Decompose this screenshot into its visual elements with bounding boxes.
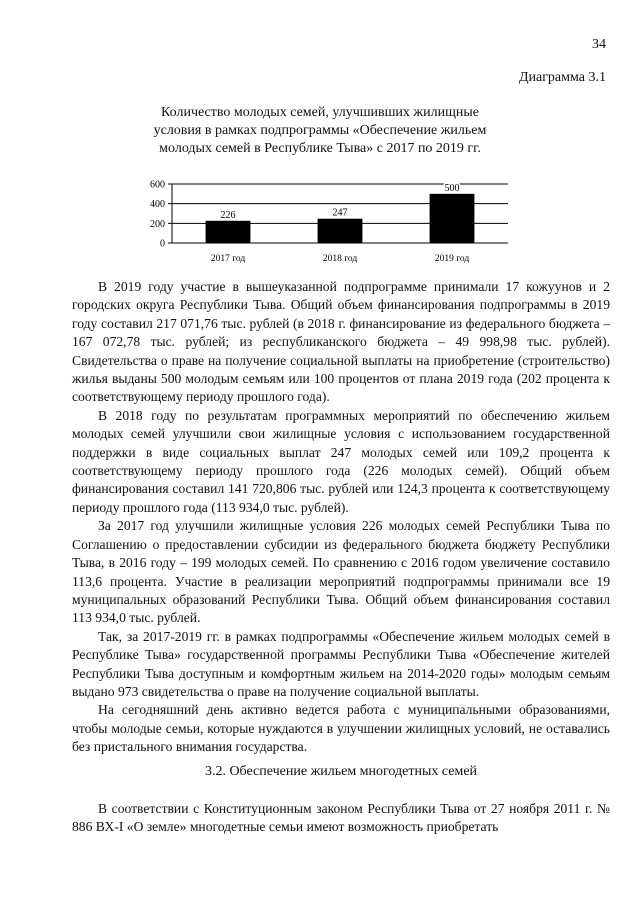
body-text-bottom <box>72 800 610 837</box>
diagram-label: Диаграмма 3.1 <box>518 70 606 85</box>
y-tick-label: 200 <box>150 218 165 230</box>
x-tick-label: 2019 год <box>434 254 470 264</box>
paragraph: На сегодняшний день активно ведется работа с муниципальными образованиями, чтобы молодые семьи, которые нуждаются в улучшении жилищных условий, не оставались без пристального внимания государства. <box>72 702 610 755</box>
data-label: 500 <box>444 182 460 194</box>
chart-title-line: молодых семей в Республике Тыва» с 2017 по 2019 гг. <box>159 141 481 156</box>
y-tick-label: 600 <box>150 179 165 191</box>
chart-title <box>120 104 520 158</box>
bar-chart <box>140 172 520 272</box>
bar <box>430 194 475 243</box>
section-heading: 3.2. Обеспечение жильем многодетных семей <box>204 764 478 779</box>
paragraph: Так, за 2017-2019 гг. в рамках подпрограммы «Обеспечение жильем молодых семей в Республике Тыва» государственной программы Республики Тыва «Обеспечение жителей Республики Тыва доступным и комфортным жильем на 2014-2020 годы» молодым семьям выдано 973 свидетельства о праве на получение социальной выплаты. <box>72 628 610 699</box>
bar <box>318 219 363 243</box>
paragraph: В 2019 году участие в вышеуказанной подпрограмме принимали 17 кожуунов и 2 городских округа Республики Тыва. Общий объем финансирования подпрограммы в 2019 году составил 217 071,76 тыс. рублей (в 2018 г. финансирование из федерального бюджета – 167 072,78 тыс. рублей; из республиканского бюджета – 49 998,98 тыс. рублей). Свидетельства о праве на получение социальной выплаты на приобретение (строительство) жилья выданы 500 молодым семьям или 100 процентов от плана 2019 года (202 процента к соответствующему периоду прошлого года). <box>72 279 610 405</box>
chart-title-line: условия в рамках подпрограммы «Обеспечение жильем <box>153 123 487 138</box>
paragraph: За 2017 год улучшили жилищные условия 226 молодых семей Республики Тыва по Соглашению о предоставлении субсидии из федерального бюджета бюджету Республики Тыва, в 2016 году – 199 молодых семей. По сравнению с 2016 годом увеличение составило 113,6 процента. Участие в реализации мероприятий подпрограммы принимали все 19 муниципальных образований Республики Тыва. Общий объем финансирования составил 113 934,0 тыс. рублей. <box>72 518 610 626</box>
x-tick-label: 2018 год <box>322 254 358 264</box>
data-label: 247 <box>332 207 348 219</box>
paragraph: В 2018 году по результатам программных мероприятий по обеспечению жильем молодых семей улучшили свои жилищные условия с использованием государственной поддержки в виде социальных выплат 247 молодых семей или 109,2 процента к соответствующему периоду прошлого года (226 молодых семей). Общий объем финансирования составил 141 720,806 тыс. рублей или 124,3 процента к соответствующему периоду прошлого года (113 934,0 тыс. рублей). <box>72 407 610 515</box>
chart-title-line: Количество молодых семей, улучшивших жилищные <box>161 105 479 120</box>
y-tick-label: 400 <box>150 199 165 211</box>
y-tick-label: 0 <box>160 238 165 250</box>
paragraph: В соответствии с Конституционным законом Республики Тыва от 27 ноября 2011 г. № 886 ВХ-I «О земле» многодетные семьи имеют возможность приобретать <box>72 801 610 835</box>
x-tick-label: 2017 год <box>210 254 246 264</box>
body-text-top <box>72 278 610 757</box>
data-label: 226 <box>220 209 236 221</box>
bar <box>206 221 251 243</box>
page-number: 34 <box>592 37 606 52</box>
bar-chart-svg <box>140 172 520 272</box>
